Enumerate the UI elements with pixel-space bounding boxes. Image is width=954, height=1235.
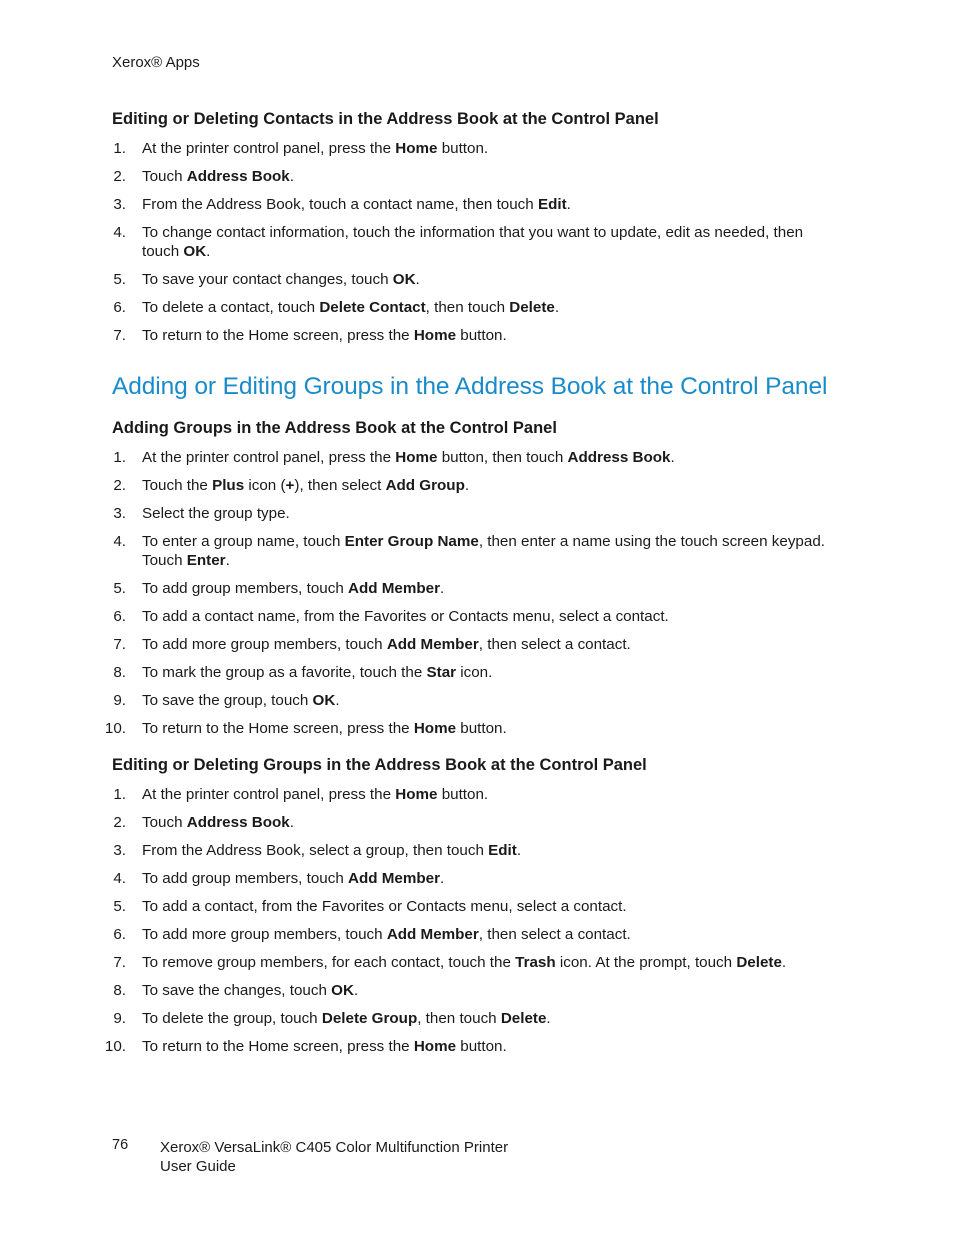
step-text: [142, 532, 832, 570]
step-text: [142, 1037, 832, 1056]
step-number: 10.: [104, 720, 126, 737]
footer-title-line: User Guide: [160, 1158, 236, 1175]
step-item: [0, 719, 832, 738]
step-list: [0, 448, 832, 747]
ui-term: Add Member: [348, 870, 440, 887]
step-number: 10.: [104, 1038, 126, 1055]
step-text: [142, 476, 832, 495]
step-text-run: At the printer control panel, press the: [142, 786, 396, 803]
step-text: [142, 326, 832, 345]
step-text-run: At the printer control panel, press the: [142, 140, 396, 157]
step-item: [0, 223, 832, 261]
step-text-run: , then select a contact.: [478, 636, 631, 653]
step-item: [0, 476, 832, 495]
step-item: [0, 167, 832, 186]
step-text-run: , then select a contact.: [478, 926, 631, 943]
step-text-run: .: [353, 982, 359, 999]
section-heading-editing-contacts: Editing or Deleting Contacts in the Address Book at the Control Panel: [112, 110, 659, 128]
step-text-run: To return to the Home screen, press the: [142, 327, 414, 344]
step-item: [0, 139, 832, 158]
step-text-run: .: [516, 842, 522, 859]
ui-term: Home: [413, 327, 457, 344]
step-text-run: button.: [456, 327, 507, 344]
step-list: [0, 139, 832, 354]
step-number: 6.: [113, 608, 126, 625]
step-number: 7.: [113, 327, 126, 344]
step-text: [142, 869, 832, 888]
ui-term: Delete Contact: [319, 299, 426, 316]
step-item: [0, 195, 832, 214]
step-text-run: .: [289, 168, 294, 185]
step-text-run: To delete a contact, touch: [142, 299, 320, 316]
step-text-run: .: [335, 692, 340, 709]
step-number: 1.: [113, 449, 126, 466]
step-number: 5.: [113, 580, 126, 597]
ui-term: Add Member: [348, 580, 440, 597]
step-text-run: Touch the: [142, 477, 213, 494]
step-text-run: Touch: [142, 814, 187, 831]
step-text-run: To return to the Home screen, press the: [142, 720, 414, 737]
step-text-run: To return to the Home screen, press the: [142, 1038, 414, 1055]
step-text-run: icon (: [244, 477, 286, 494]
ui-term: Delete Group: [321, 1010, 418, 1027]
ui-term: Enter Group Name: [344, 533, 479, 550]
step-item: [0, 1037, 832, 1056]
step-item: [0, 897, 832, 916]
step-item: [0, 448, 832, 467]
ui-term: Delete: [736, 954, 782, 971]
section-heading-editing-groups: Editing or Deleting Groups in the Address Book at the Control Panel: [112, 756, 647, 774]
step-text: [142, 635, 832, 654]
step-number: 4.: [113, 870, 126, 887]
step-text: [142, 139, 832, 158]
ui-term: Delete: [509, 299, 555, 316]
ui-term: +: [285, 477, 295, 494]
ui-term: Trash: [515, 954, 556, 971]
ui-term: Delete: [500, 1010, 547, 1027]
step-number: 2.: [113, 814, 126, 831]
step-text-run: To save your contact changes, touch: [142, 271, 393, 288]
step-text-run: .: [546, 1010, 551, 1027]
step-text: [142, 607, 832, 626]
step-item: [0, 785, 832, 804]
step-item: [0, 981, 832, 1000]
step-text-run: To delete the group, touch: [142, 1010, 322, 1027]
main-heading: Adding or Editing Groups in the Address Book at the Control Panel: [112, 373, 828, 400]
step-text-run: To mark the group as a favorite, touch the: [142, 664, 427, 681]
step-text: [142, 691, 832, 710]
ui-term: Address Book: [186, 168, 290, 185]
ui-term: Address Book: [186, 814, 290, 831]
footer-title-line: Xerox® VersaLink® C405 Color Multifunction Printer: [160, 1139, 509, 1156]
step-number: 7.: [113, 954, 126, 971]
step-number: 3.: [113, 196, 126, 213]
step-text-run: To add group members, touch: [142, 580, 348, 597]
step-item: [0, 813, 832, 832]
step-number: 6.: [113, 299, 126, 316]
step-number: 2.: [113, 168, 126, 185]
step-text-run: To add more group members, touch: [142, 926, 387, 943]
step-number: 1.: [113, 786, 126, 803]
step-text: [142, 663, 832, 682]
step-text-run: button.: [437, 140, 489, 157]
step-text: [142, 448, 832, 467]
ui-term: Add Member: [386, 926, 479, 943]
ui-term: Add Group: [385, 477, 465, 494]
step-text-run: .: [206, 243, 211, 260]
step-item: [0, 925, 832, 944]
step-text: [142, 1009, 832, 1028]
step-number: 3.: [113, 842, 126, 859]
page-number: 76: [112, 1137, 129, 1153]
step-text-run: ), then select: [294, 477, 386, 494]
ui-term: Home: [413, 720, 457, 737]
step-text-run: , then touch: [425, 299, 510, 316]
step-text: [142, 841, 832, 860]
step-text: [142, 953, 832, 972]
step-item: [0, 663, 832, 682]
step-item: [0, 691, 832, 710]
step-text-run: button.: [456, 720, 507, 737]
ui-term: Star: [426, 664, 457, 681]
step-number: 8.: [113, 664, 126, 681]
step-text: [142, 270, 832, 289]
footer-title: [160, 1138, 508, 1176]
step-number: 3.: [113, 505, 126, 522]
step-text-run: , then touch: [417, 1010, 501, 1027]
step-item: [0, 841, 832, 860]
step-text: [142, 785, 832, 804]
step-text-run: To add a contact, from the Favorites or Contacts menu, select a contact.: [142, 898, 627, 915]
step-text-run: From the Address Book, select a group, then touch: [142, 842, 489, 859]
step-text: [142, 504, 832, 523]
ui-term: Home: [413, 1038, 457, 1055]
step-number: 7.: [113, 636, 126, 653]
step-text-run: To add a contact name, from the Favorites or Contacts menu, select a contact.: [142, 608, 669, 625]
ui-term: Edit: [537, 196, 567, 213]
step-text-run: To remove group members, for each contact, touch the: [142, 954, 516, 971]
step-text: [142, 925, 832, 944]
step-text: [142, 298, 832, 317]
step-text-run: button, then touch: [437, 449, 568, 466]
step-text-run: To change contact information, touch the information that you want to update, edit as needed, then touch: [142, 224, 804, 260]
step-text-run: To save the group, touch: [142, 692, 313, 709]
step-text: [142, 223, 832, 261]
step-item: [0, 579, 832, 598]
step-text-run: .: [781, 954, 787, 971]
step-text-run: At the printer control panel, press the: [142, 449, 396, 466]
step-text-run: .: [439, 870, 445, 887]
ui-term: Home: [395, 140, 438, 157]
step-list: [0, 785, 832, 1065]
step-item: [0, 1009, 832, 1028]
ui-term: Enter: [186, 552, 226, 569]
step-number: 1.: [113, 140, 126, 157]
step-text-run: icon.: [456, 664, 493, 681]
step-number: 9.: [113, 1010, 126, 1027]
step-text: [142, 579, 832, 598]
step-text-run: To add group members, touch: [142, 870, 348, 887]
step-text: [142, 195, 832, 214]
step-text-run: .: [439, 580, 445, 597]
step-number: 6.: [113, 926, 126, 943]
step-text: [142, 981, 832, 1000]
step-number: 4.: [113, 533, 126, 550]
step-number: 8.: [113, 982, 126, 999]
step-text-run: .: [289, 814, 294, 831]
step-item: [0, 326, 832, 345]
section-heading-adding-groups: Adding Groups in the Address Book at the Control Panel: [112, 419, 557, 437]
ui-term: OK: [331, 982, 354, 999]
ui-term: Edit: [488, 842, 517, 859]
step-text-run: Select the group type.: [142, 505, 290, 522]
step-text-run: button.: [456, 1038, 507, 1055]
step-item: [0, 953, 832, 972]
ui-term: Add Member: [386, 636, 479, 653]
step-item: [0, 607, 832, 626]
step-text-run: Touch: [142, 168, 187, 185]
step-number: 2.: [113, 477, 126, 494]
ui-term: OK: [312, 692, 336, 709]
ui-term: Home: [395, 449, 438, 466]
step-text: [142, 719, 832, 738]
step-text-run: To enter a group name, touch: [142, 533, 345, 550]
step-text-run: .: [670, 449, 675, 466]
step-text: [142, 167, 832, 186]
step-text-run: .: [415, 271, 420, 288]
ui-term: Home: [395, 786, 438, 803]
step-item: [0, 869, 832, 888]
step-number: 5.: [113, 271, 126, 288]
ui-term: OK: [392, 271, 416, 288]
step-number: 5.: [113, 898, 126, 915]
step-text: [142, 813, 832, 832]
ui-term: Address Book: [567, 449, 671, 466]
step-number: 4.: [113, 224, 126, 241]
step-item: [0, 532, 832, 570]
step-text-run: To save the changes, touch: [142, 982, 332, 999]
ui-term: Plus: [212, 477, 245, 494]
step-item: [0, 270, 832, 289]
step-number: 9.: [113, 692, 126, 709]
running-head: Xerox® Apps: [112, 54, 200, 71]
step-item: [0, 635, 832, 654]
step-text-run: .: [225, 552, 230, 569]
step-item: [0, 298, 832, 317]
step-text-run: button.: [437, 786, 489, 803]
step-text-run: From the Address Book, touch a contact name, then touch: [142, 196, 538, 213]
step-text-run: .: [464, 477, 470, 494]
step-item: [0, 504, 832, 523]
step-text: [142, 897, 832, 916]
step-text-run: .: [554, 299, 560, 316]
step-text-run: .: [566, 196, 571, 213]
ui-term: OK: [183, 243, 207, 260]
step-text-run: To add more group members, touch: [142, 636, 387, 653]
step-text-run: , then enter a name using the touch screen keypad. Touch: [142, 533, 825, 569]
step-text-run: icon. At the prompt, touch: [555, 954, 737, 971]
